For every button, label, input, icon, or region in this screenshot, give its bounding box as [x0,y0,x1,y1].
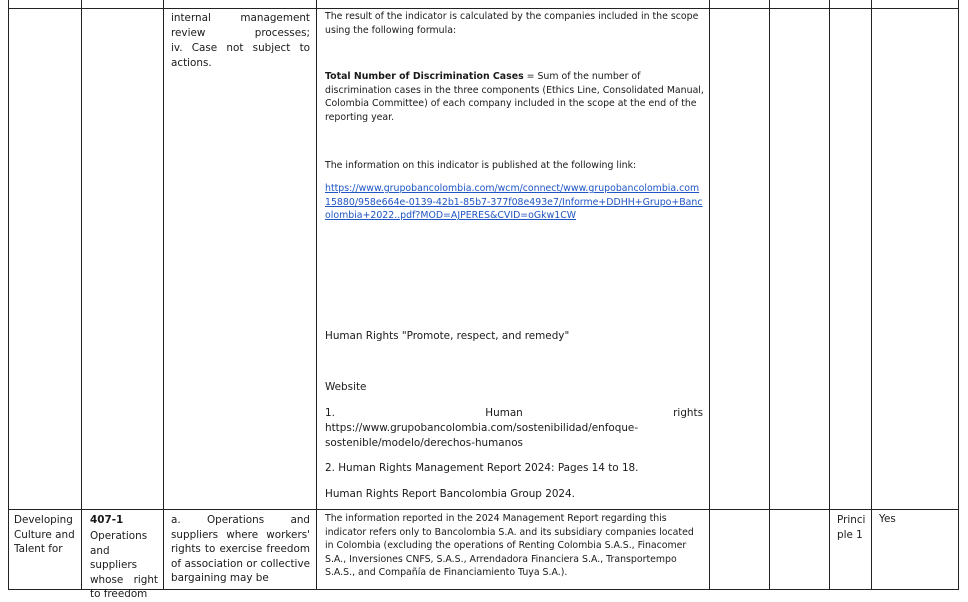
item1-number: 1. [325,407,335,419]
yes-cell: Yes [879,513,896,525]
indicator-code [90,513,158,528]
requirement-text: a. Operations and suppliers where workers' rights to exercise freedom of association or collective bargaining may be [171,514,310,585]
table-border-left [8,0,9,590]
table-border-top [8,8,958,9]
report-line: Human Rights Report Bancolombia Group 2024. [325,488,575,500]
link-intro: The information on this indicator is published at the following link: [325,160,637,171]
item2-text: 2. Human Rights Management Report 2024: Pages 14 to 18. [325,462,639,474]
scope-text-line: review processes; [171,27,310,39]
report-pdf-link[interactable]: https://www.grupobancolombia.com/wcm/connect/www.grupobancolombia.com15880/958e664e-0139-42b1-85b7-377f08e493e7/Informe+DDHH+Grupo+Bancolombia+2022..pdf?MOD=AJPERES&CVID=oGkw1CW [325,183,703,222]
column-divider [871,0,872,590]
formula-term: Total Number of Discrimination Cases [325,71,524,82]
human-rights-url: https://www.grupobancolombia.com/sostenibilidad/enfoque-sostenible/modelo/derechos-humanos [325,422,639,449]
formula-definition: = Sum of the number of discrimination cases in the three components (Ethics Line, Consolidated Manual, Colombia Committee) of each company included in the scope at the end of the reporting year. [325,71,704,123]
formula-description [325,70,705,124]
column-divider [829,0,830,590]
column-divider [709,0,710,590]
item1-heading [325,406,703,421]
formula-intro: The result of the indicator is calculated by the companies included in the scope using the following formula: [325,11,699,36]
management-report-note: The information reported in the 2024 Management Report regarding this indicator refers only to Bancolombia S.A. and its subsidiary companies located in Colombia (excluding the operations of Renting Colombia S.A.S., Finacomer S.A., Inversiones CNFS, S.A.S., Arrendadora Financiera S.A., Transportempo S.A.S., and Compañía de Financiamiento Tuya S.A.). [325,513,694,579]
row-divider [8,509,958,510]
indicator-title: Operations and suppliers whose right to freedom [90,530,158,601]
principle-cell: Principle 1 [837,514,866,541]
table-border-right [958,0,959,590]
website-label: Website [325,381,367,393]
item1-word: rights [673,407,703,419]
scope-text-line: iv. Case not subject to [171,42,310,54]
category-cell: Developing Culture and Talent for [14,514,75,556]
column-divider [769,0,770,590]
column-divider [163,0,164,590]
scope-text-line: actions. [171,57,212,69]
human-rights-title: Human Rights "Promote, respect, and remedy" [325,330,570,342]
item1-word: Human [485,407,523,419]
column-divider [81,0,82,590]
indicator-code-label: 407-1 [90,514,124,526]
scope-text-line: internal management [171,12,310,24]
column-divider [316,0,317,590]
